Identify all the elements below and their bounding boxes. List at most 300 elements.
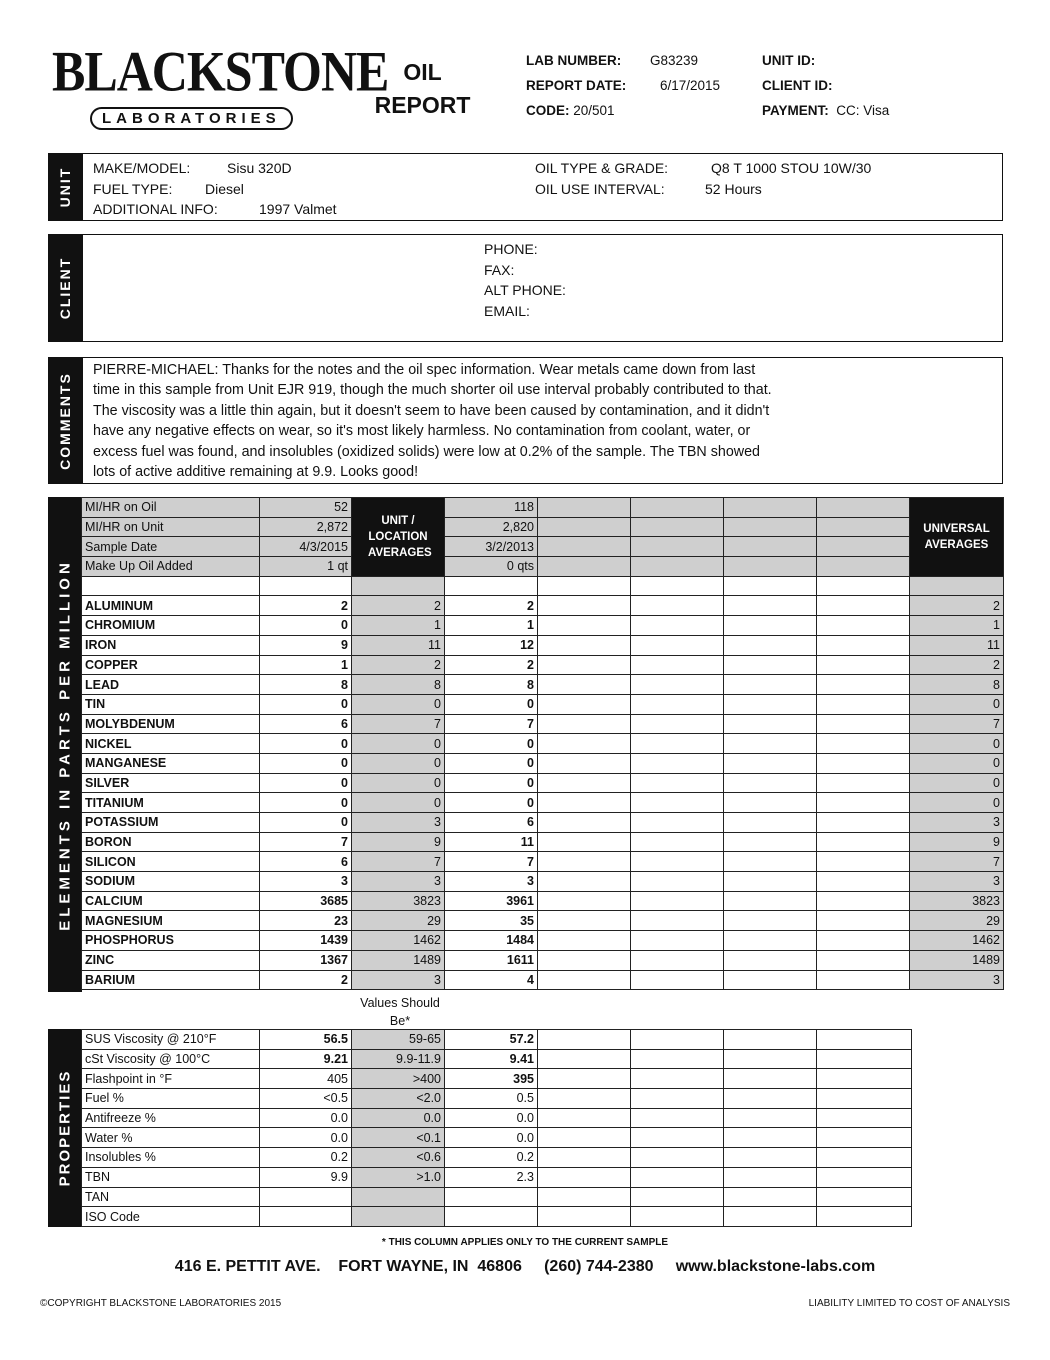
empty-cell bbox=[538, 1030, 631, 1050]
element-row bbox=[82, 970, 1004, 990]
previous-value: 0 bbox=[445, 734, 538, 754]
element-name: MAGNESIUM bbox=[82, 911, 260, 931]
universal-average: 3823 bbox=[910, 891, 1004, 911]
property-name: TBN bbox=[82, 1167, 260, 1187]
element-name: ZINC bbox=[82, 950, 260, 970]
empty-cell bbox=[724, 1089, 817, 1109]
empty-cell bbox=[724, 694, 817, 714]
unit-average: 0 bbox=[352, 793, 445, 813]
header-info-right bbox=[762, 48, 1022, 123]
empty-cell bbox=[631, 911, 724, 931]
universal-average: 3 bbox=[910, 872, 1004, 892]
empty-cell bbox=[724, 793, 817, 813]
universal-average: 1462 bbox=[910, 931, 1004, 951]
universal-average: 0 bbox=[910, 734, 1004, 754]
empty-cell bbox=[631, 1167, 724, 1187]
empty-cell bbox=[631, 694, 724, 714]
empty-cell bbox=[817, 694, 910, 714]
universal-average: 7 bbox=[910, 852, 1004, 872]
element-name: MANGANESE bbox=[82, 753, 260, 773]
unit-average: 8 bbox=[352, 675, 445, 695]
empty-cell bbox=[724, 891, 817, 911]
universal-average: 3 bbox=[910, 970, 1004, 990]
should-be-value: 59-65 bbox=[352, 1030, 445, 1050]
sample2-value: 0 qts bbox=[445, 557, 538, 577]
empty-cell bbox=[538, 753, 631, 773]
should-be-value: <0.1 bbox=[352, 1128, 445, 1148]
empty-cell bbox=[724, 813, 817, 833]
info-row bbox=[82, 498, 1004, 518]
empty-cell bbox=[631, 1089, 724, 1109]
current-value: 6 bbox=[260, 852, 352, 872]
info-row bbox=[82, 537, 1004, 557]
current-value: 9.9 bbox=[260, 1167, 352, 1187]
empty-cell bbox=[538, 911, 631, 931]
values-should-be-header: Values Should Be* bbox=[360, 996, 440, 1028]
property-row bbox=[82, 1187, 912, 1207]
empty-cell bbox=[631, 714, 724, 734]
empty-cell bbox=[724, 635, 817, 655]
empty-cell bbox=[538, 1069, 631, 1089]
client-id-label: CLIENT ID: bbox=[762, 78, 833, 93]
empty-cell bbox=[538, 734, 631, 754]
universal-average: 8 bbox=[910, 675, 1004, 695]
empty-cell bbox=[538, 498, 631, 518]
should-be-value: <0.6 bbox=[352, 1148, 445, 1168]
current-value: 8 bbox=[260, 675, 352, 695]
logo-subtitle: LABORATORIES bbox=[90, 107, 293, 130]
should-be-value: 9.9-11.9 bbox=[352, 1049, 445, 1069]
empty-cell bbox=[631, 773, 724, 793]
empty-cell bbox=[538, 852, 631, 872]
current-value bbox=[260, 1207, 352, 1227]
unit-average: 1489 bbox=[352, 950, 445, 970]
logo-wordmark: BLACKSTONE bbox=[52, 38, 389, 103]
empty-cell bbox=[817, 1187, 912, 1207]
empty-cell bbox=[817, 891, 910, 911]
empty-cell bbox=[538, 931, 631, 951]
interval-value: 52 Hours bbox=[705, 180, 762, 197]
empty-cell bbox=[631, 576, 724, 596]
empty-cell bbox=[631, 1207, 724, 1227]
empty-cell bbox=[631, 1108, 724, 1128]
properties-side-label: PROPERTIES bbox=[48, 1029, 82, 1227]
previous-value: 0.5 bbox=[445, 1089, 538, 1109]
current-value: 7 bbox=[260, 832, 352, 852]
should-be-value: <2.0 bbox=[352, 1089, 445, 1109]
universal-average: 3 bbox=[910, 813, 1004, 833]
element-row bbox=[82, 635, 1004, 655]
make-label: MAKE/MODEL: bbox=[93, 160, 191, 176]
current-value: 0 bbox=[260, 773, 352, 793]
empty-cell bbox=[724, 950, 817, 970]
unit-average: 0 bbox=[352, 753, 445, 773]
empty-cell bbox=[724, 1187, 817, 1207]
empty-cell bbox=[910, 576, 1004, 596]
element-name: COPPER bbox=[82, 655, 260, 675]
empty-cell bbox=[631, 753, 724, 773]
empty-cell bbox=[538, 635, 631, 655]
empty-cell bbox=[538, 970, 631, 990]
empty-cell bbox=[538, 950, 631, 970]
property-name: ISO Code bbox=[82, 1207, 260, 1227]
empty-cell bbox=[631, 793, 724, 813]
empty-cell bbox=[538, 1167, 631, 1187]
empty-cell bbox=[631, 655, 724, 675]
previous-value: 0 bbox=[445, 753, 538, 773]
element-row bbox=[82, 891, 1004, 911]
previous-value: 1611 bbox=[445, 950, 538, 970]
sample1-value: 52 bbox=[260, 498, 352, 518]
empty-cell bbox=[724, 1108, 817, 1128]
empty-cell bbox=[724, 970, 817, 990]
email-label: EMAIL: bbox=[484, 302, 530, 319]
previous-value: 2.3 bbox=[445, 1167, 538, 1187]
current-value: 0.0 bbox=[260, 1128, 352, 1148]
universal-average: 7 bbox=[910, 714, 1004, 734]
current-value: 3685 bbox=[260, 891, 352, 911]
empty-cell bbox=[445, 576, 538, 596]
empty-cell bbox=[724, 773, 817, 793]
comments-section bbox=[82, 357, 1003, 484]
empty-cell bbox=[817, 793, 910, 813]
interval-label: OIL USE INTERVAL: bbox=[535, 180, 665, 197]
empty-cell bbox=[817, 1030, 912, 1050]
property-name: TAN bbox=[82, 1187, 260, 1207]
empty-cell bbox=[724, 1049, 817, 1069]
previous-value: 12 bbox=[445, 635, 538, 655]
element-row bbox=[82, 773, 1004, 793]
previous-value: 0 bbox=[445, 694, 538, 714]
row-label: Sample Date bbox=[82, 537, 260, 557]
copyright: ©COPYRIGHT BLACKSTONE LABORATORIES 2015 bbox=[40, 1298, 282, 1309]
empty-cell bbox=[817, 970, 910, 990]
empty-cell bbox=[817, 852, 910, 872]
empty-cell bbox=[817, 517, 910, 537]
previous-value: 0.2 bbox=[445, 1148, 538, 1168]
current-value: 0 bbox=[260, 813, 352, 833]
empty-cell bbox=[724, 832, 817, 852]
current-value: 1 bbox=[260, 655, 352, 675]
previous-value: 3 bbox=[445, 872, 538, 892]
empty-cell bbox=[817, 1167, 912, 1187]
empty-cell bbox=[817, 911, 910, 931]
universal-average: 1 bbox=[910, 616, 1004, 636]
current-value: 2 bbox=[260, 596, 352, 616]
empty-cell bbox=[724, 655, 817, 675]
empty-cell bbox=[631, 1049, 724, 1069]
unit-average: 3823 bbox=[352, 891, 445, 911]
comment-line: time in this sample from Unit EJR 919, though the much shorter oil use interval probably contributed to that. bbox=[93, 382, 772, 399]
empty-cell bbox=[724, 517, 817, 537]
element-name: ALUMINUM bbox=[82, 596, 260, 616]
empty-cell bbox=[538, 576, 631, 596]
previous-value: 0 bbox=[445, 793, 538, 813]
element-name: MOLYBDENUM bbox=[82, 714, 260, 734]
universal-average: 9 bbox=[910, 832, 1004, 852]
row-label: MI/HR on Oil bbox=[82, 498, 260, 518]
comment-line: have any negative effects on wear, so it's most likely harmless. No contamination from coolant, water, or bbox=[93, 423, 751, 440]
unit-side-label: UNIT bbox=[48, 153, 82, 221]
lab-number: G83239 bbox=[650, 53, 699, 68]
client-side-label: CLIENT bbox=[48, 234, 82, 342]
unit-average: 0 bbox=[352, 773, 445, 793]
unit-average: 1 bbox=[352, 616, 445, 636]
empty-cell bbox=[724, 596, 817, 616]
empty-cell bbox=[724, 1128, 817, 1148]
unit-average: 2 bbox=[352, 655, 445, 675]
blackstone-logo bbox=[50, 38, 389, 137]
empty-cell bbox=[631, 675, 724, 695]
element-name: BORON bbox=[82, 832, 260, 852]
empty-cell bbox=[724, 498, 817, 518]
unit-average: 0 bbox=[352, 734, 445, 754]
empty-cell bbox=[817, 537, 910, 557]
element-name: SODIUM bbox=[82, 872, 260, 892]
empty-cell bbox=[817, 773, 910, 793]
property-name: cSt Viscosity @ 100°C bbox=[82, 1049, 260, 1069]
lab-number-label: LAB NUMBER: bbox=[526, 53, 622, 68]
element-row bbox=[82, 734, 1004, 754]
empty-cell bbox=[538, 537, 631, 557]
client-section bbox=[82, 234, 1003, 342]
element-row bbox=[82, 950, 1004, 970]
empty-cell bbox=[538, 1128, 631, 1148]
unit-section bbox=[82, 153, 1003, 221]
sample1-value: 1 qt bbox=[260, 557, 352, 577]
property-row bbox=[82, 1128, 912, 1148]
previous-value: 4 bbox=[445, 970, 538, 990]
element-row bbox=[82, 832, 1004, 852]
element-row bbox=[82, 793, 1004, 813]
unit-average: 1462 bbox=[352, 931, 445, 951]
element-name: BARIUM bbox=[82, 970, 260, 990]
empty-cell bbox=[817, 813, 910, 833]
universal-average: 0 bbox=[910, 694, 1004, 714]
element-row bbox=[82, 714, 1004, 734]
should-be-value: >1.0 bbox=[352, 1167, 445, 1187]
current-value: 2 bbox=[260, 970, 352, 990]
previous-value: 0 bbox=[445, 773, 538, 793]
previous-value: 2 bbox=[445, 655, 538, 675]
universal-average: 0 bbox=[910, 793, 1004, 813]
empty-cell bbox=[817, 753, 910, 773]
property-row bbox=[82, 1108, 912, 1128]
property-row bbox=[82, 1069, 912, 1089]
empty-cell bbox=[817, 675, 910, 695]
previous-value bbox=[445, 1187, 538, 1207]
empty-cell bbox=[724, 1030, 817, 1050]
empty-cell bbox=[538, 793, 631, 813]
element-row bbox=[82, 872, 1004, 892]
previous-value: 7 bbox=[445, 852, 538, 872]
empty-cell bbox=[631, 537, 724, 557]
empty-cell bbox=[724, 616, 817, 636]
empty-cell bbox=[817, 950, 910, 970]
property-row bbox=[82, 1089, 912, 1109]
current-value: 0 bbox=[260, 753, 352, 773]
empty-cell bbox=[724, 1207, 817, 1227]
empty-cell bbox=[631, 596, 724, 616]
empty-cell bbox=[817, 714, 910, 734]
current-value bbox=[260, 1187, 352, 1207]
element-name: PHOSPHORUS bbox=[82, 931, 260, 951]
element-name: LEAD bbox=[82, 675, 260, 695]
comment-line: The viscosity was a little thin again, but it doesn't seem to have been caused by contamination, and it didn't bbox=[93, 402, 770, 419]
empty-cell bbox=[538, 517, 631, 537]
unit-average: 0 bbox=[352, 694, 445, 714]
empty-cell bbox=[538, 1049, 631, 1069]
empty-cell bbox=[538, 1089, 631, 1109]
comment-line: lots of active additive remaining at 9.9. Looks good! bbox=[93, 464, 419, 481]
current-value: 9 bbox=[260, 635, 352, 655]
empty-cell bbox=[631, 950, 724, 970]
empty-cell bbox=[724, 537, 817, 557]
empty-cell bbox=[538, 1108, 631, 1128]
elements-side-label: ELEMENTS IN PARTS PER MILLION bbox=[48, 497, 82, 992]
element-row bbox=[82, 753, 1004, 773]
empty-cell bbox=[631, 1069, 724, 1089]
universal-average: 0 bbox=[910, 773, 1004, 793]
empty-cell bbox=[817, 1049, 912, 1069]
element-row bbox=[82, 813, 1004, 833]
property-name: Flashpoint in °F bbox=[82, 1069, 260, 1089]
current-value: 0.2 bbox=[260, 1148, 352, 1168]
empty-cell bbox=[817, 498, 910, 518]
current-value: <0.5 bbox=[260, 1089, 352, 1109]
empty-cell bbox=[631, 813, 724, 833]
empty-cell bbox=[724, 576, 817, 596]
column-note: * THIS COLUMN APPLIES ONLY TO THE CURRENT SAMPLE bbox=[381, 1237, 669, 1248]
sample2-value: 3/2/2013 bbox=[445, 537, 538, 557]
empty-cell bbox=[817, 576, 910, 596]
current-value: 1439 bbox=[260, 931, 352, 951]
empty-cell bbox=[538, 714, 631, 734]
info-label: ADDITIONAL INFO: bbox=[93, 201, 218, 217]
unit-average: 7 bbox=[352, 852, 445, 872]
current-value: 0 bbox=[260, 616, 352, 636]
empty-cell bbox=[817, 832, 910, 852]
current-value: 0.0 bbox=[260, 1108, 352, 1128]
address-line: 416 E. PETTIT AVE. FORT WAYNE, IN 46806 (260) 744-2380 www.blackstone-labs.com bbox=[174, 1258, 876, 1275]
empty-cell bbox=[538, 557, 631, 577]
code-label: CODE: bbox=[526, 103, 570, 118]
property-name: Water % bbox=[82, 1128, 260, 1148]
property-row bbox=[82, 1167, 912, 1187]
empty-cell bbox=[352, 576, 445, 596]
empty-cell bbox=[631, 498, 724, 518]
element-row bbox=[82, 852, 1004, 872]
empty-cell bbox=[631, 872, 724, 892]
make-value: Sisu 320D bbox=[227, 160, 292, 176]
fax-label: FAX: bbox=[484, 261, 515, 278]
empty-cell bbox=[538, 655, 631, 675]
empty-cell bbox=[724, 714, 817, 734]
empty-cell bbox=[724, 753, 817, 773]
empty-cell bbox=[631, 1030, 724, 1050]
universal-averages-header: UNIVERSAL AVERAGES bbox=[910, 498, 1004, 577]
element-name: POTASSIUM bbox=[82, 813, 260, 833]
unit-average: 3 bbox=[352, 970, 445, 990]
universal-average: 2 bbox=[910, 596, 1004, 616]
previous-value: 7 bbox=[445, 714, 538, 734]
universal-average: 1489 bbox=[910, 950, 1004, 970]
empty-cell bbox=[538, 891, 631, 911]
current-value: 0 bbox=[260, 793, 352, 813]
should-be-value bbox=[352, 1207, 445, 1227]
empty-cell bbox=[724, 675, 817, 695]
previous-value: 395 bbox=[445, 1069, 538, 1089]
empty-cell bbox=[817, 596, 910, 616]
empty-cell bbox=[631, 970, 724, 990]
empty-cell bbox=[817, 1148, 912, 1168]
oil-type-label: OIL TYPE & GRADE: bbox=[535, 160, 669, 176]
current-value: 23 bbox=[260, 911, 352, 931]
previous-value: 3961 bbox=[445, 891, 538, 911]
payment-label: PAYMENT: bbox=[762, 103, 829, 118]
empty-cell bbox=[538, 1207, 631, 1227]
empty-cell bbox=[817, 931, 910, 951]
previous-value: 9.41 bbox=[445, 1049, 538, 1069]
empty-cell bbox=[631, 1148, 724, 1168]
current-value: 405 bbox=[260, 1069, 352, 1089]
header-info-left bbox=[526, 48, 746, 123]
fuel-value: Diesel bbox=[205, 180, 244, 197]
should-be-value: 0.0 bbox=[352, 1108, 445, 1128]
property-name: SUS Viscosity @ 210°F bbox=[82, 1030, 260, 1050]
current-value: 3 bbox=[260, 872, 352, 892]
property-name: Fuel % bbox=[82, 1089, 260, 1109]
info-row bbox=[82, 557, 1004, 577]
title-line1: OIL bbox=[403, 59, 442, 85]
empty-cell bbox=[724, 852, 817, 872]
unit-average: 2 bbox=[352, 596, 445, 616]
report-date: 6/17/2015 bbox=[660, 78, 721, 93]
unit-average: 29 bbox=[352, 911, 445, 931]
empty-cell bbox=[538, 872, 631, 892]
empty-cell bbox=[817, 872, 910, 892]
empty-cell bbox=[538, 694, 631, 714]
element-row bbox=[82, 675, 1004, 695]
previous-value: 35 bbox=[445, 911, 538, 931]
previous-value: 6 bbox=[445, 813, 538, 833]
previous-value: 1 bbox=[445, 616, 538, 636]
fuel-label: FUEL TYPE: bbox=[93, 180, 173, 197]
phone-label: PHONE: bbox=[484, 241, 538, 257]
unit-id-label: UNIT ID: bbox=[762, 53, 816, 68]
unit-averages-header: UNIT / LOCATION AVERAGES bbox=[352, 498, 445, 577]
element-row bbox=[82, 694, 1004, 714]
element-row bbox=[82, 596, 1004, 616]
empty-cell bbox=[538, 813, 631, 833]
previous-value: 0.0 bbox=[445, 1108, 538, 1128]
empty-cell bbox=[817, 635, 910, 655]
empty-cell bbox=[538, 1148, 631, 1168]
element-name: SILVER bbox=[82, 773, 260, 793]
empty-cell bbox=[817, 1108, 912, 1128]
comment-text bbox=[93, 360, 993, 482]
empty-cell bbox=[631, 852, 724, 872]
property-name: Insolubles % bbox=[82, 1148, 260, 1168]
current-value: 1367 bbox=[260, 950, 352, 970]
should-be-value: >400 bbox=[352, 1069, 445, 1089]
current-value: 0 bbox=[260, 694, 352, 714]
current-value: 6 bbox=[260, 714, 352, 734]
properties-table bbox=[81, 1029, 912, 1227]
empty-cell bbox=[724, 911, 817, 931]
empty-cell bbox=[631, 734, 724, 754]
empty-cell bbox=[631, 635, 724, 655]
